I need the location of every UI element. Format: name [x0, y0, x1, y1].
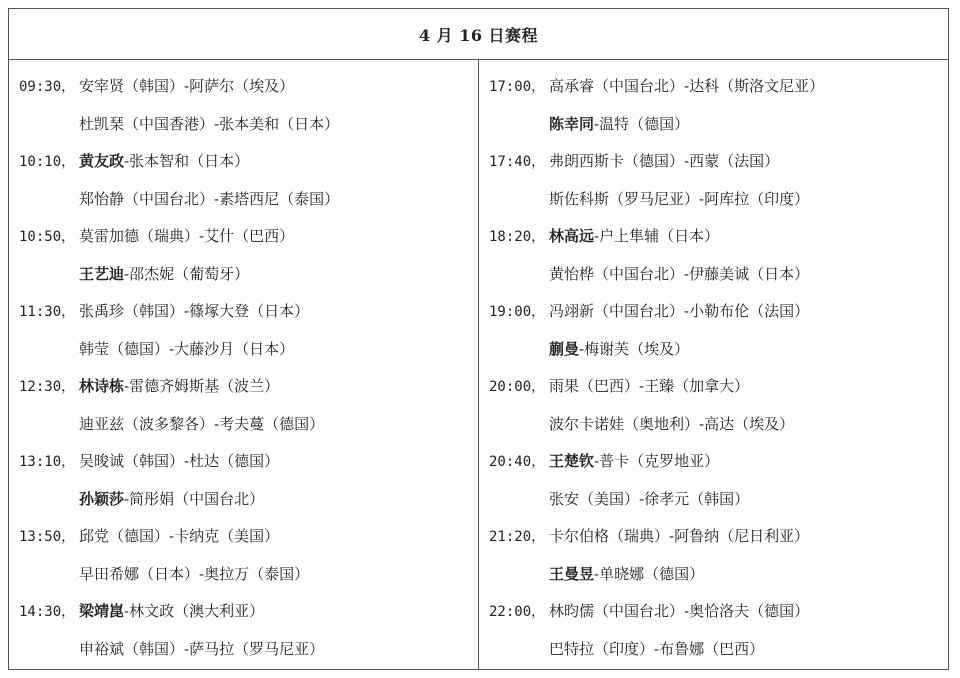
schedule-table — [8, 8, 949, 670]
match-time: 13:50， — [19, 529, 76, 545]
match-line — [19, 293, 478, 331]
match-line — [489, 406, 948, 444]
match-line — [19, 593, 478, 631]
match-line — [19, 406, 478, 444]
match-text: -邵杰妮（葡萄牙） — [124, 264, 250, 283]
match-time: 13:10， — [19, 454, 76, 470]
match-time: 12:30， — [19, 379, 76, 395]
time-slot — [19, 593, 478, 668]
time-slot — [19, 518, 478, 593]
match-text: 张禹珍（韩国）-篠塚大登（日本） — [79, 302, 310, 320]
match-time: 17:00， — [489, 79, 546, 95]
player-name-highlight: 梁靖崑 — [79, 602, 125, 620]
time-slot — [19, 368, 478, 443]
match-text: -温特（德国） — [594, 114, 690, 133]
player-name-highlight: 王楚钦 — [549, 452, 595, 470]
time-slot — [19, 68, 478, 143]
match-line — [489, 256, 948, 294]
player-name-highlight: 孙颖莎 — [79, 489, 125, 508]
match-line — [19, 256, 478, 294]
match-line — [489, 443, 948, 481]
time-slot — [489, 293, 948, 368]
match-time: 17:40， — [489, 154, 546, 170]
match-line — [19, 631, 478, 669]
match-text: 林昀儒（中国台北）-奥恰洛夫（德国） — [549, 602, 810, 620]
time-slot — [489, 518, 948, 593]
match-time: 11:30， — [19, 304, 76, 320]
player-name-highlight: 林高远 — [549, 227, 595, 245]
match-text: 莫雷加德（瑞典）-艾什（巴西） — [79, 227, 295, 245]
match-line — [489, 518, 948, 556]
match-time: 09:30， — [19, 79, 76, 95]
match-text: -简彤娟（中国台北） — [124, 489, 265, 508]
match-text: 郑怡静（中国台北）-素塔西尼（泰国） — [79, 189, 340, 208]
match-text: 迪亚兹（波多黎各）-考夫蔓（德国） — [79, 414, 325, 433]
match-line — [19, 331, 478, 369]
match-time: 14:30， — [19, 604, 76, 620]
match-line — [19, 481, 478, 519]
match-time: 19:00， — [489, 304, 546, 320]
time-slot — [489, 68, 948, 143]
time-slot — [19, 143, 478, 218]
player-name-highlight: 王曼昱 — [549, 564, 595, 583]
time-slot — [19, 218, 478, 293]
time-slot — [489, 218, 948, 293]
match-line — [489, 368, 948, 406]
player-name-highlight: 陈幸同 — [549, 114, 595, 133]
time-slot — [489, 593, 948, 668]
match-text: 冯翊新（中国台北）-小勒布伦（法国） — [549, 302, 810, 320]
match-line — [19, 106, 478, 144]
match-text: 申裕斌（韩国）-萨马拉（罗马尼亚） — [79, 639, 325, 658]
match-line — [489, 143, 948, 181]
match-line — [489, 331, 948, 369]
schedule-column-right — [479, 60, 948, 670]
match-text: 波尔卡诺娃（奥地利）-高达（埃及） — [549, 414, 795, 433]
match-text: -张本智和（日本） — [124, 152, 250, 170]
match-line — [19, 68, 478, 106]
player-name-highlight: 蒯曼 — [549, 339, 580, 358]
match-text: 安宰贤（韩国）-阿萨尔（埃及） — [79, 77, 295, 95]
match-text: 吴晙诚（韩国）-杜达（德国） — [79, 452, 280, 470]
time-slot — [489, 443, 948, 518]
match-time: 20:00， — [489, 379, 546, 395]
match-time: 20:40， — [489, 454, 546, 470]
match-line — [489, 106, 948, 144]
match-text: -林文政（澳大利亚） — [124, 602, 265, 620]
player-name-highlight: 王艺迪 — [79, 264, 125, 283]
match-line — [489, 593, 948, 631]
match-text: 黄怡桦（中国台北）-伊藤美诚（日本） — [549, 264, 810, 283]
match-line — [489, 481, 948, 519]
match-line — [489, 556, 948, 594]
match-text: 弗朗西斯卡（德国）-西蒙（法国） — [549, 152, 780, 170]
match-text: -梅谢芙（埃及） — [579, 339, 690, 358]
match-text: 巴特拉（印度）-布鲁娜（巴西） — [549, 639, 765, 658]
match-text: -户上隼辅（日本） — [594, 227, 720, 245]
match-text: 卡尔伯格（瑞典）-阿鲁纳（尼日利亚） — [549, 527, 810, 545]
player-name-highlight: 林诗栋 — [79, 377, 125, 395]
match-line — [19, 218, 478, 256]
match-text: -雷德齐姆斯基（波兰） — [124, 377, 280, 395]
match-text: 雨果（巴西）-王臻（加拿大） — [549, 377, 750, 395]
match-time: 18:20， — [489, 229, 546, 245]
match-text: 杜凯琹（中国香港）-张本美和（日本） — [79, 114, 340, 133]
match-text: -单晓娜（德国） — [594, 564, 705, 583]
match-text: 张安（美国）-徐孝元（韩国） — [549, 489, 750, 508]
match-text: -普卡（克罗地亚） — [594, 452, 720, 470]
time-slot — [489, 368, 948, 443]
match-line — [489, 293, 948, 331]
time-slot — [19, 443, 478, 518]
player-name-highlight: 黄友政 — [79, 152, 125, 170]
match-line — [489, 181, 948, 219]
match-time: 10:10， — [19, 154, 76, 170]
match-line — [19, 443, 478, 481]
match-line — [19, 143, 478, 181]
schedule-column-left — [9, 60, 479, 670]
time-slot — [19, 293, 478, 368]
match-text: 韩莹（德国）-大藤沙月（日本） — [79, 339, 295, 358]
match-text: 早田希娜（日本）-奥拉万（泰国） — [79, 564, 310, 583]
match-time: 22:00， — [489, 604, 546, 620]
match-text: 高承睿（中国台北）-达科（斯洛文尼亚） — [549, 77, 825, 95]
match-line — [489, 218, 948, 256]
match-line — [19, 556, 478, 594]
match-time: 10:50， — [19, 229, 76, 245]
match-line — [489, 68, 948, 106]
schedule-title: 4 月 16 日赛程 — [9, 9, 948, 60]
match-text: 斯佐科斯（罗马尼亚）-阿库拉（印度） — [549, 189, 810, 208]
match-text: 邱党（德国）-卡纳克（美国） — [79, 527, 280, 545]
time-slot — [489, 143, 948, 218]
match-line — [19, 181, 478, 219]
match-line — [489, 631, 948, 669]
match-line — [19, 368, 478, 406]
match-time: 21:20， — [489, 529, 546, 545]
match-line — [19, 518, 478, 556]
